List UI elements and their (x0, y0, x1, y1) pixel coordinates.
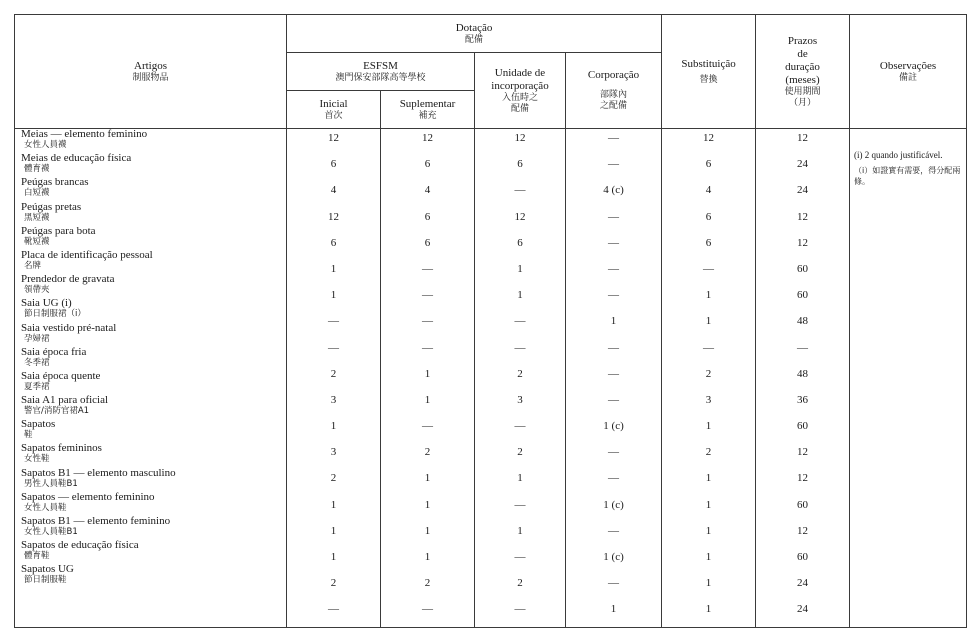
cell-sub: 1 (705, 603, 712, 616)
table-row-item (15, 516, 286, 540)
cell-pra: 48 (797, 367, 809, 380)
header-unidade-zh1: 入伍時之 (501, 92, 538, 103)
observacoes-note (850, 129, 966, 187)
cell-sup: 1 (424, 472, 431, 485)
cell-sub: 2 (705, 446, 712, 459)
header-prazos-pt1: Prazos (787, 34, 818, 47)
item-name-pt: Saia A1 para oficial (21, 395, 109, 407)
cell-pra: 60 (797, 289, 809, 302)
item-name-zh: 警官/消防官裙A1 (24, 406, 90, 417)
cell-cor: — (608, 341, 620, 354)
item-name-zh: 領帶夾 (24, 285, 50, 296)
cell-ini: 2 (330, 577, 337, 590)
cell-sub: 1 (705, 524, 712, 537)
cell-pra: 12 (797, 132, 809, 144)
header-substituicao (662, 15, 756, 129)
cell-pra: — (797, 341, 809, 354)
cell-cor: — (608, 472, 620, 485)
header-dotacao-zh: 配備 (465, 34, 484, 45)
table-row-item (15, 443, 286, 467)
header-observacoes (850, 15, 967, 129)
item-name-zh: 靴短襪 (24, 236, 50, 247)
cell-sup: 6 (424, 210, 431, 223)
item-name-pt: Saia época fria (21, 346, 87, 358)
cell-sub: 2 (705, 367, 712, 380)
cell-sup: 1 (424, 393, 431, 406)
cell-uni: 1 (517, 289, 523, 302)
header-corporacao (566, 53, 662, 129)
cell-uni: 2 (517, 367, 523, 380)
prazos-column (756, 129, 850, 628)
cell-ini: 1 (330, 289, 337, 302)
cell-ini: 1 (330, 524, 337, 537)
cell-sub: 4 (705, 184, 712, 197)
cell-ini: — (328, 341, 339, 354)
cell-pra: 12 (797, 446, 809, 459)
item-name-pt: Sapatos B1 — elemento feminino (21, 516, 171, 527)
item-name-zh: 女性鞋 (24, 454, 50, 465)
header-substituicao-pt: Substituição (681, 57, 736, 70)
cell-uni: — (514, 184, 526, 197)
cell-sup: 1 (424, 524, 431, 537)
cell-sup: — (422, 420, 433, 433)
cell-cor: 4 (c) (603, 184, 624, 197)
header-unidade-zh2: 配備 (510, 103, 529, 114)
cell-pra: 60 (797, 420, 809, 433)
item-name-zh: 冬季裙 (24, 357, 50, 368)
cell-cor: — (608, 577, 620, 590)
header-prazos-pt4: (meses) (785, 73, 820, 86)
observacoes-note-pt: (i) 2 quando justificável. (854, 150, 943, 160)
item-name-zh: 節日制服鞋 (24, 575, 67, 586)
cell-uni: — (514, 551, 526, 563)
table-row-item (15, 226, 286, 250)
cell-ini: 6 (330, 158, 337, 171)
table-row-item (15, 153, 286, 177)
table-row-item (15, 371, 286, 395)
cell-pra: 24 (797, 603, 809, 616)
header-dotacao-pt: Dotação (455, 21, 493, 34)
cell-ini: 3 (330, 393, 337, 406)
cell-uni: 12 (514, 210, 526, 223)
cell-ini: 1 (330, 262, 337, 275)
cell-uni: — (514, 315, 526, 328)
header-prazos-zh2: （月） (789, 97, 817, 108)
cell-sub: 6 (705, 236, 712, 249)
table-row-item (15, 347, 286, 371)
item-name-zh: 體育襪 (24, 164, 50, 175)
cell-cor: — (608, 210, 620, 223)
item-name-pt: Sapatos B1 — elemento masculino (21, 467, 176, 479)
header-artigos-pt: Artigos (134, 59, 167, 72)
cell-uni: 1 (517, 472, 523, 485)
cell-cor: — (608, 158, 620, 171)
cell-pra: 24 (797, 577, 809, 590)
cell-ini: 1 (330, 420, 337, 433)
cell-pra: 24 (797, 184, 809, 197)
table-row-item (15, 395, 286, 419)
header-esfsm (287, 53, 475, 91)
cell-uni: — (514, 498, 526, 511)
observacoes-column (850, 129, 967, 628)
cell-uni: 2 (517, 577, 523, 590)
cell-uni: 12 (514, 132, 526, 144)
cell-ini: 2 (330, 472, 337, 485)
cell-ini: 3 (330, 446, 337, 459)
cell-ini: — (328, 315, 339, 328)
header-prazos (756, 15, 850, 129)
cell-pra: 12 (797, 236, 809, 249)
item-name-zh: 女性人員鞋 (24, 502, 67, 513)
cell-sup: 1 (424, 498, 431, 511)
cell-sub: 1 (705, 289, 712, 302)
header-prazos-pt3: duração (785, 60, 820, 73)
inicial-column (287, 129, 381, 628)
cell-sup: 1 (424, 367, 431, 380)
item-name-pt: Meias de educação física (21, 153, 132, 165)
header-corporacao-pt: Corporação (587, 69, 640, 81)
header-prazos-zh1: 使用期間 (784, 86, 821, 97)
cell-pra: 60 (797, 262, 809, 275)
item-name-pt: Saia vestido pré-natal (21, 322, 117, 334)
item-name-zh: 白短襪 (24, 188, 50, 199)
cell-sub: — (703, 262, 715, 275)
header-substituicao-zh: 替換 (699, 74, 718, 85)
table-row-item (15, 202, 286, 226)
cell-ini: 4 (330, 184, 337, 197)
cell-ini: 1 (330, 498, 337, 511)
cell-sub: 12 (703, 132, 715, 144)
cell-pra: 36 (797, 393, 809, 406)
cell-sub: 1 (705, 315, 712, 328)
header-unidade-pt2: incorporação (491, 79, 549, 92)
cell-cor: 1 (610, 603, 617, 616)
cell-sub: 1 (705, 420, 712, 433)
header-corporacao-zh1: 部隊內 (600, 90, 628, 100)
cell-ini: 12 (328, 210, 339, 223)
header-observacoes-zh: 備註 (899, 72, 918, 83)
cell-uni: 6 (517, 236, 523, 249)
cell-sup: 12 (422, 132, 433, 144)
cell-uni: 2 (517, 446, 523, 459)
uniform-allocation-document (14, 14, 966, 614)
table-row-item (15, 129, 286, 153)
item-name-zh: 孕婦裙 (24, 333, 50, 344)
cell-cor: — (608, 393, 620, 406)
table-row-item (15, 250, 286, 274)
cell-ini: 1 (330, 551, 337, 563)
header-unidade-pt1: Unidade de (494, 66, 546, 79)
corporacao-column (566, 129, 662, 628)
item-name-zh: 男性人員鞋B1 (24, 478, 78, 489)
table-row-item (15, 564, 286, 588)
cell-sub: 1 (705, 472, 712, 485)
cell-cor: — (608, 289, 620, 302)
header-dotacao (287, 15, 662, 53)
cell-cor: — (608, 236, 620, 249)
cell-ini: 12 (328, 132, 339, 144)
table-row-item (15, 298, 286, 322)
observacoes-note-zh: （i）如證實有需要，得分配兩條。 (854, 166, 961, 186)
cell-cor: — (608, 132, 620, 144)
cell-cor: — (608, 446, 620, 459)
item-name-zh: 黑短襪 (24, 212, 50, 223)
item-name-pt: Peúgas pretas (21, 201, 82, 213)
cell-uni: — (514, 420, 526, 433)
cell-cor: 1 (610, 315, 617, 328)
cell-pra: 24 (797, 158, 809, 171)
cell-uni: 1 (517, 262, 523, 275)
cell-ini: — (328, 603, 339, 616)
item-name-pt: Sapatos femininos (21, 443, 102, 455)
artigos-column (15, 129, 287, 628)
header-esfsm-pt: ESFSM (363, 59, 398, 72)
header-unidade (475, 53, 566, 129)
item-name-zh: 體育鞋 (24, 551, 50, 562)
cell-pra: 12 (797, 472, 809, 485)
header-artigos (15, 15, 287, 129)
cell-pra: 48 (797, 315, 809, 328)
header-inicial-pt: Inicial (319, 97, 348, 110)
cell-cor: 1 (c) (603, 420, 624, 433)
cell-sub: 1 (705, 498, 712, 511)
suplementar-column (381, 129, 475, 628)
item-name-pt: Placa de identificação pessoal (21, 249, 153, 261)
table-row-item (15, 540, 286, 564)
cell-uni: 1 (517, 524, 523, 537)
cell-cor: 1 (c) (603, 498, 624, 511)
header-inicial (287, 91, 381, 129)
item-name-pt: Sapatos (21, 419, 56, 431)
table-row-item (15, 323, 286, 347)
header-suplementar-pt: Suplementar (399, 97, 456, 110)
header-esfsm-zh: 澳門保安部隊高等學校 (335, 72, 426, 83)
item-name-pt: Sapatos de educação física (21, 540, 139, 552)
cell-sub: 3 (705, 393, 712, 406)
cell-ini: 6 (330, 236, 337, 249)
cell-cor: — (608, 262, 620, 275)
item-name-zh: 女性人員襪 (24, 140, 67, 150)
item-name-zh: 夏季裙 (24, 381, 50, 392)
cell-uni: 6 (517, 158, 523, 171)
cell-sub: 6 (705, 158, 712, 171)
cell-uni: — (514, 341, 526, 354)
header-inicial-zh: 首次 (324, 110, 343, 121)
substituicao-column (662, 129, 756, 628)
cell-sup: — (422, 603, 433, 616)
uniform-allocation-table (14, 14, 967, 628)
cell-sup: — (422, 262, 433, 275)
table-row-item (15, 419, 286, 443)
cell-ini: 2 (330, 367, 337, 380)
cell-sup: — (422, 315, 433, 328)
item-name-zh: 節日制服裙（i） (24, 309, 86, 320)
cell-sub: 6 (705, 210, 712, 223)
item-name-pt: Sapatos — elemento feminino (21, 491, 155, 503)
item-name-zh: 鞋 (24, 430, 33, 441)
cell-pra: 12 (797, 524, 809, 537)
header-observacoes-pt: Observações (879, 59, 937, 72)
cell-sup: 4 (424, 184, 431, 197)
cell-sup: 6 (424, 236, 431, 249)
cell-sup: — (422, 289, 433, 302)
header-prazos-pt2: de (797, 47, 808, 60)
table-row-item (15, 468, 286, 492)
item-name-pt: Peúgas brancas (21, 177, 89, 189)
table-row-item (15, 274, 286, 298)
table-row-item (15, 492, 286, 516)
item-name-pt: Sapatos UG (21, 564, 74, 576)
cell-cor: — (608, 524, 620, 537)
item-name-zh: 女性人員鞋B1 (24, 527, 78, 537)
cell-sup: 2 (424, 446, 431, 459)
cell-pra: 60 (797, 551, 809, 563)
item-name-pt: Meias — elemento feminino (21, 129, 148, 140)
table-row-item (15, 177, 286, 201)
cell-sub: — (703, 341, 715, 354)
header-artigos-zh: 制服物品 (132, 72, 169, 83)
item-name-pt: Peúgas para bota (21, 225, 96, 237)
cell-uni: 3 (517, 393, 523, 406)
cell-sup: 6 (424, 158, 431, 171)
cell-sub: 1 (705, 551, 712, 563)
cell-pra: 60 (797, 498, 809, 511)
item-name-zh: 名牌 (24, 260, 42, 271)
item-name-pt: Saia UG (i) (21, 298, 72, 310)
cell-cor: — (608, 367, 620, 380)
cell-sup: 2 (424, 577, 431, 590)
cell-uni: — (514, 603, 526, 616)
unidade-column (475, 129, 566, 628)
header-corporacao-zh2: 之配備 (600, 101, 628, 111)
cell-sub: 1 (705, 577, 712, 590)
cell-pra: 12 (797, 210, 809, 223)
header-suplementar (381, 91, 475, 129)
cell-sup: — (422, 341, 433, 354)
header-suplementar-zh: 補充 (418, 110, 437, 121)
item-name-pt: Prendedor de gravata (21, 274, 115, 286)
cell-sup: 1 (424, 551, 431, 563)
cell-cor: 1 (c) (603, 551, 624, 563)
item-name-pt: Saia época quente (21, 370, 101, 382)
